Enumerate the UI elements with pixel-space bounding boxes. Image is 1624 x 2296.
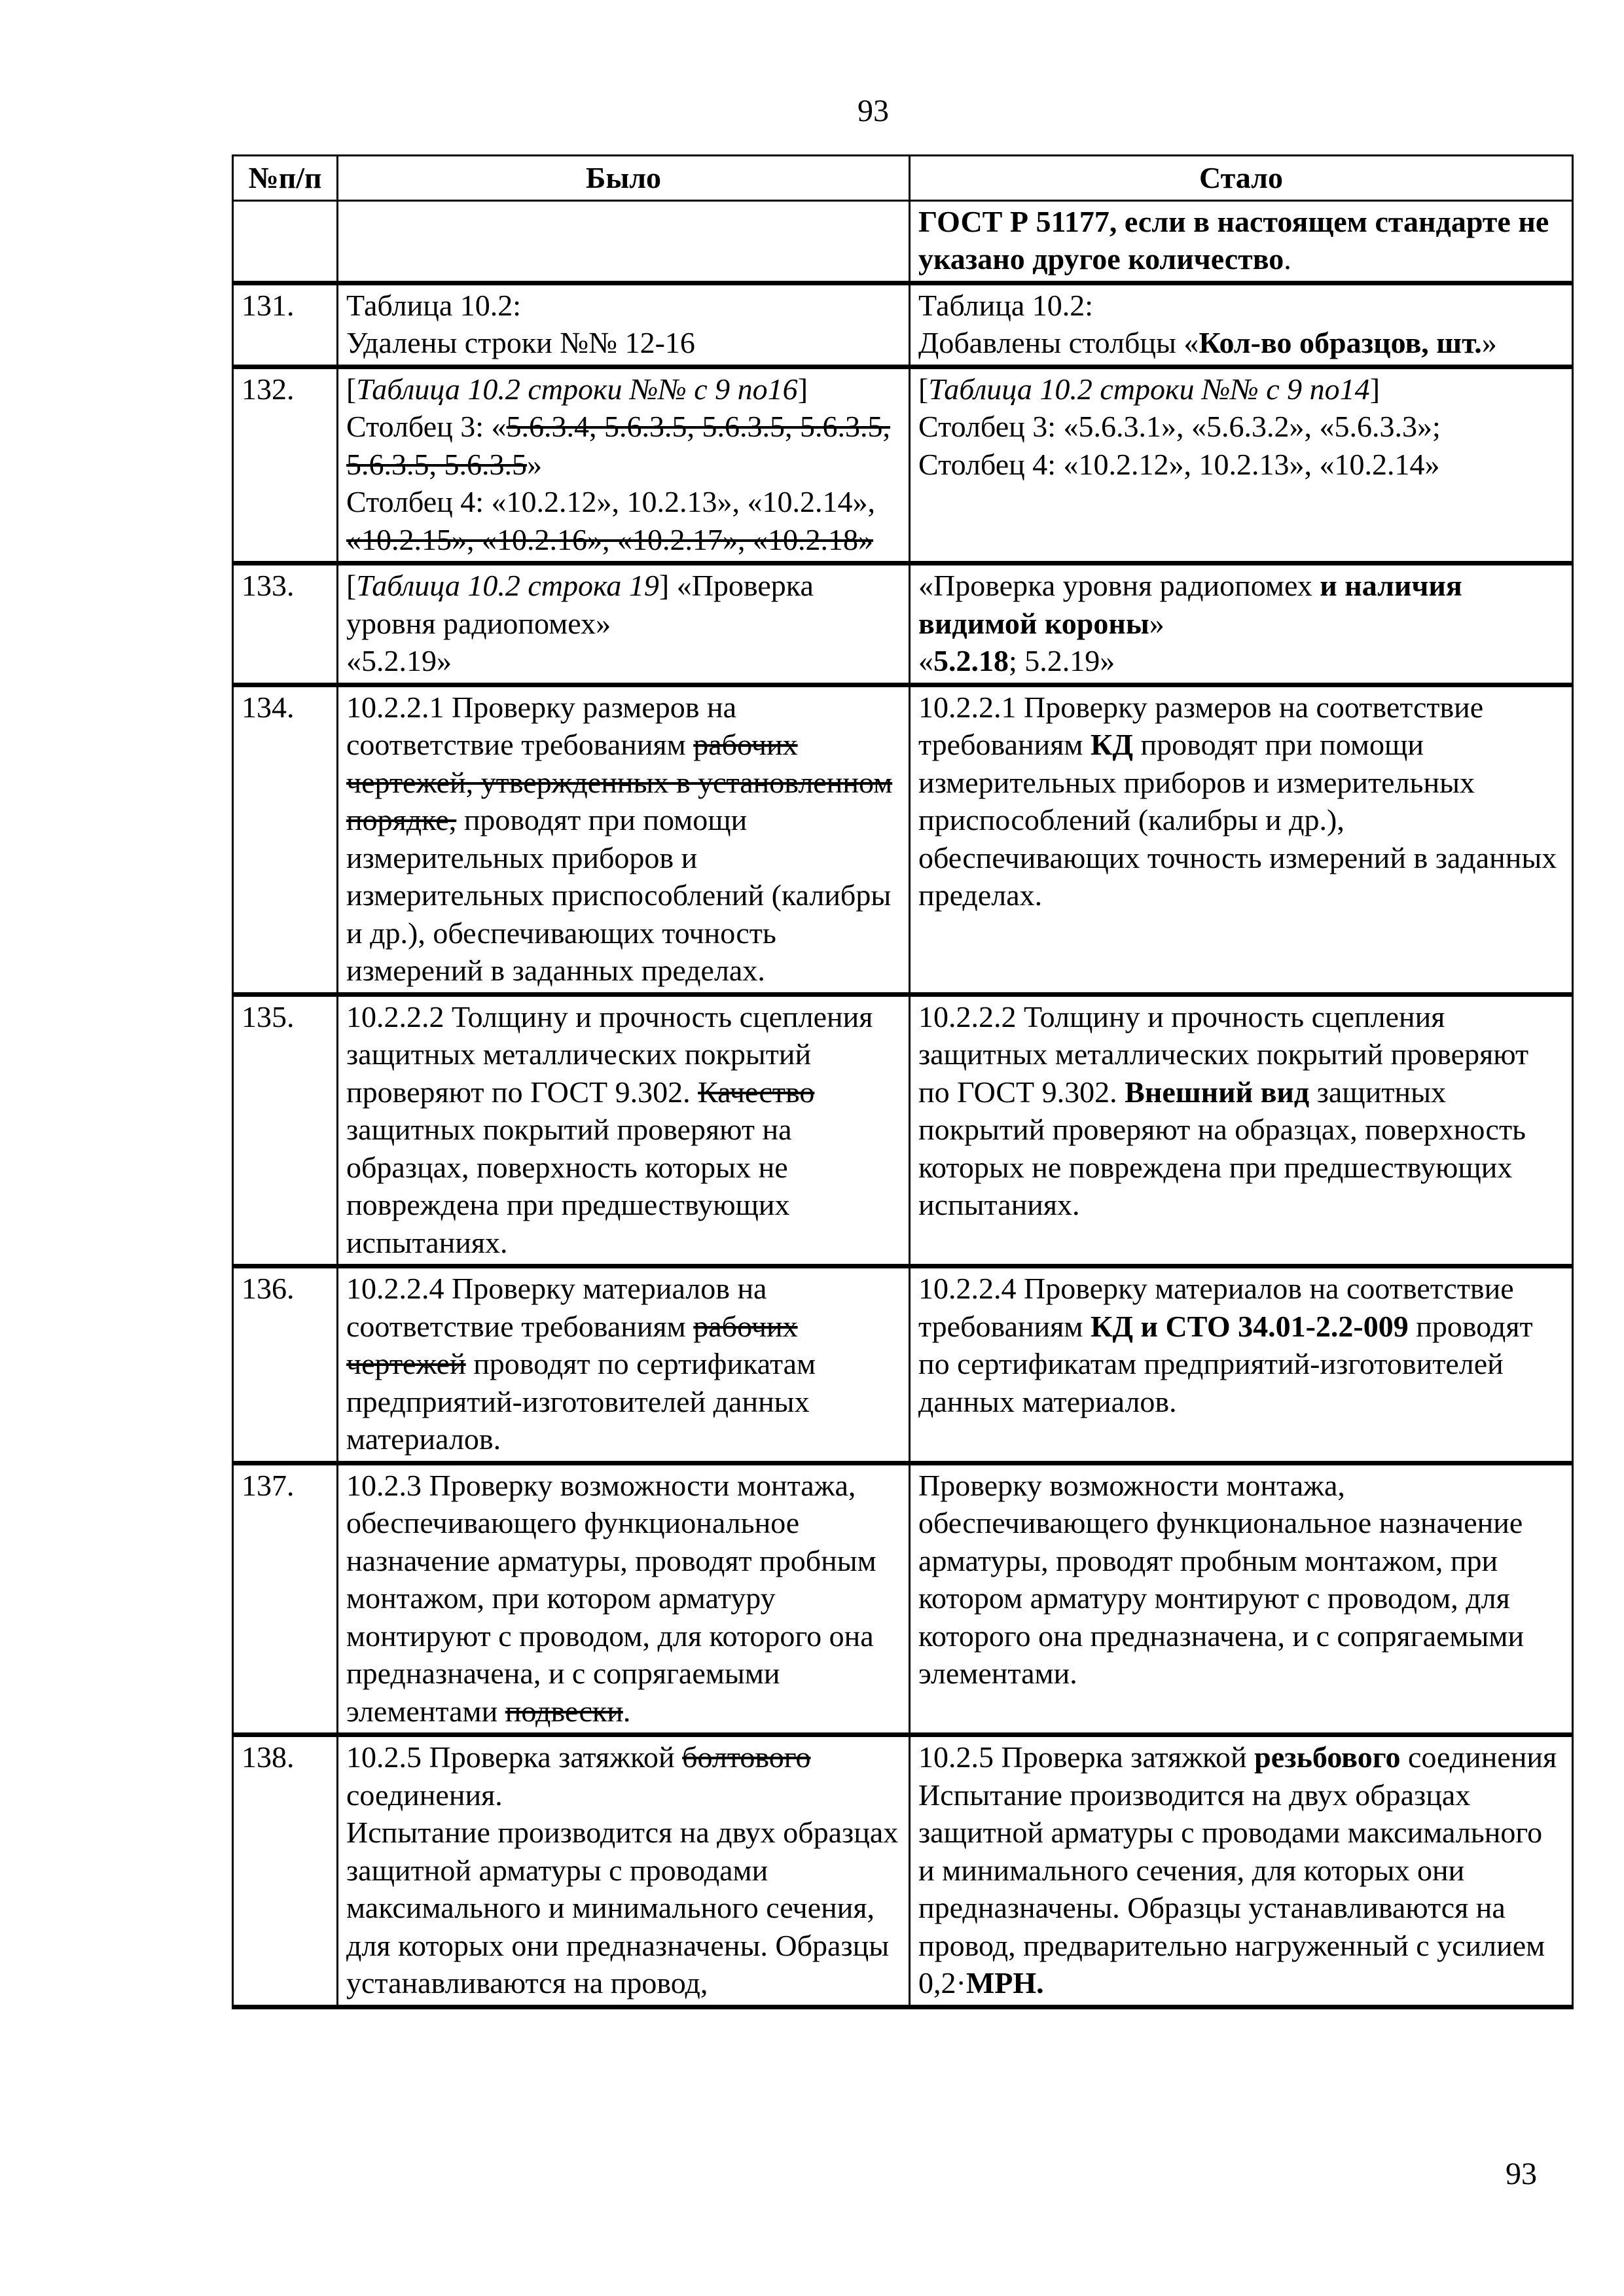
text: 10.2.2.4 Проверку материалов на соответствие требованиям (346, 1272, 767, 1343)
text: Столбец 4: «10.2.12», 10.2.13», «10.2.14», (346, 485, 876, 518)
text: « (918, 644, 933, 677)
cell-now: Проверку возможности монтажа, обеспечивающего функциональное назначение арматуры, проводят пробным монтажом, при котором арматуру монтируют с проводом, для которого она предназначена, и с сопрягаемыми элементами. (910, 1463, 1573, 1735)
bold-text: 5.2.18 (933, 644, 1009, 677)
cell-number: 132. (233, 367, 338, 564)
text-block (346, 1738, 901, 1814)
table-row (233, 564, 1573, 685)
text: » (1481, 326, 1497, 359)
header-number: №п/п (233, 156, 338, 201)
cell-was (338, 367, 910, 564)
reference-line (918, 370, 1564, 408)
deleted-text: рабочих чертежей (346, 1309, 798, 1380)
cell-number: 133. (233, 564, 338, 685)
text: проводят при помощи измерительных приборов и измерительных приспособлений (калибры и др.), обеспечивающих точность измерений в заданных пределах. (346, 803, 892, 987)
deleted-text: «10.2.15», «10.2.16», «10.2.17», «10.2.18» (346, 522, 873, 556)
cell-now (910, 685, 1573, 994)
table-header-row (233, 156, 1573, 201)
text: защитных покрытий проверяют на образцах, поверхность которых не повреждена при предшествующих испытаниях. (346, 1113, 792, 1259)
text: проводят при помощи измерительных приборов и измерительных приспособлений (калибры и др.), обеспечивающих точность измерений в заданных пределах. (918, 728, 1557, 912)
text: «Проверка уровня радиопомех» (346, 569, 814, 640)
cell-number (233, 200, 338, 283)
text: Столбец 3: « (346, 410, 507, 443)
text: Таблица 10.2: (918, 288, 1094, 322)
text: » (1149, 606, 1164, 640)
text-block (918, 1738, 1564, 1776)
cell-was (338, 1266, 910, 1463)
code-line (918, 642, 1564, 680)
table-row-continuation (233, 200, 1573, 283)
text: » (527, 447, 542, 481)
cell-was (338, 994, 910, 1266)
cell-number: 136. (233, 1266, 338, 1463)
cell-was (338, 200, 910, 283)
cell-was (338, 564, 910, 685)
text: ] (1369, 372, 1380, 406)
cell-now (910, 1266, 1573, 1463)
cell-now (910, 564, 1573, 685)
bold-text: резьбового (1254, 1740, 1401, 1774)
italic-reference: Таблица 10.2 строки №№ с 9 по16 (356, 372, 798, 406)
text-block (346, 567, 901, 642)
cell-was (338, 1463, 910, 1735)
text: [ (346, 569, 357, 602)
text: ] (797, 372, 808, 406)
text: [ (346, 372, 357, 406)
text: проводят по сертификатам предприятий-изготовителей данных материалов. (918, 1309, 1533, 1418)
text-block (918, 1776, 1564, 2002)
cell-number: 131. (233, 283, 338, 367)
cell-was (338, 283, 910, 367)
header-now: Стало (910, 156, 1573, 201)
text: «Проверка уровня радиопомех (918, 569, 1320, 602)
text: 10.2.5 Проверка затяжкой (918, 1740, 1255, 1774)
text: проводят по сертификатам предприятий-изготовителей данных материалов. (346, 1347, 816, 1456)
text: 10.2.2.1 Проверку размеров на соответствие требованиям (918, 690, 1484, 761)
cell-was (338, 685, 910, 994)
bold-text: Внешний вид (1125, 1075, 1310, 1109)
column3-line (346, 408, 901, 483)
page-number-top: 93 (857, 94, 889, 128)
text-block: Испытание производится на двух образцах защитной арматуры с проводами максимального и минимального сечения, для которых они предназначены. Образцы устанавливаются на провод, (346, 1816, 899, 2000)
text: . (623, 1694, 631, 1728)
text-block (918, 567, 1564, 642)
deleted-text: 5.6.3.4, 5.6.3.5, 5.6.3.5, 5.6.3.5, 5.6.3.5, 5.6.3.5 (346, 410, 891, 481)
deleted-text: Качество (698, 1075, 815, 1109)
text: [ (918, 372, 929, 406)
table-row (233, 994, 1573, 1266)
reference-line (346, 370, 901, 408)
text: защитных покрытий проверяют на образцах, поверхность которых не повреждена при предшествующих испытаниях. (918, 1075, 1526, 1221)
header-was: Было (338, 156, 910, 201)
cell-number: 137. (233, 1463, 338, 1735)
cell-now (910, 1735, 1573, 2007)
italic-reference: Таблица 10.2 строка 19 (356, 569, 659, 602)
bold-text: и наличия видимой короны (918, 569, 1462, 640)
column3-line: Столбец 3: «5.6.3.1», «5.6.3.2», «5.6.3.3»; (918, 410, 1441, 443)
text: ; 5.2.19» (1009, 644, 1115, 677)
bold-text: КД (1091, 728, 1134, 761)
table-row (233, 1735, 1573, 2007)
table-row (233, 283, 1573, 367)
deleted-text: рабочих чертежей, утвержденных в установленном порядке, (346, 728, 893, 836)
text: 10.2.2.2 Толщину и прочность сцепления защитных металлических покрытий проверяют по ГОСТ 9.302. (918, 999, 1529, 1109)
text: соединения. (346, 1778, 503, 1812)
cell-number: 138. (233, 1735, 338, 2007)
cell-number: 134. (233, 685, 338, 994)
text: Испытание производится на двух образцах защитной арматуры с проводами максимального и минимального сечения, для которых они предназначены. Образцы устанавливаются на провод, предварительно нагруженный с усилием 0,2· (918, 1778, 1545, 2000)
text: 10.2.2.4 Проверку материалов на соответствие требованиям (918, 1272, 1514, 1343)
text: Добавлены столбцы « (918, 326, 1199, 359)
changes-table (232, 154, 1574, 2009)
text-line (918, 324, 1564, 362)
cell-now (910, 200, 1573, 283)
text: . (1284, 242, 1291, 276)
text: 10.2.2.2 Толщину и прочность сцепления защитных металлических покрытий проверяют по ГОСТ 9.302. (346, 999, 873, 1109)
cell-number: 135. (233, 994, 338, 1266)
bold-text: КД и СТО 34.01-2.2-009 (1091, 1309, 1409, 1343)
text: соединения (1400, 1740, 1557, 1774)
column4-line (346, 483, 901, 558)
cell-now (910, 283, 1573, 367)
text: ] (659, 569, 670, 602)
deleted-text: болтового (682, 1740, 811, 1774)
cell-was (338, 1735, 910, 2007)
text: Таблица 10.2: (346, 288, 522, 322)
cell-now (910, 367, 1573, 564)
page-number-bottom: 93 (1506, 2157, 1537, 2191)
text: 10.2.2.1 Проверку размеров на соответствие требованиям (346, 690, 737, 761)
table-row (233, 685, 1573, 994)
column4-line: Столбец 4: «10.2.12», 10.2.13», «10.2.14» (918, 447, 1440, 481)
text: 10.2.5 Проверка затяжкой (346, 1740, 683, 1774)
text: 10.2.3 Проверку возможности монтажа, обеспечивающего функциональное назначение арматуры, проводят пробным монтажом, при котором арматуру монтируют с проводом, для которого она предназначена, и с сопрягаемыми элементами (346, 1468, 876, 1728)
deleted-text: подвески (505, 1694, 623, 1728)
bold-text: ГОСТ Р 51177, если в настоящем стандарте не указано другое количество (918, 204, 1549, 276)
table-row (233, 1463, 1573, 1735)
table-row (233, 1266, 1573, 1463)
code-line: «5.2.19» (346, 644, 452, 677)
text: Удалены строки №№ 12-16 (346, 326, 695, 359)
bold-text: МРН. (965, 1966, 1044, 2000)
cell-now (910, 994, 1573, 1266)
italic-reference: Таблица 10.2 строки №№ с 9 по14 (928, 372, 1370, 406)
bold-text: Кол-во образцов, шт. (1199, 326, 1482, 359)
table-row (233, 367, 1573, 564)
